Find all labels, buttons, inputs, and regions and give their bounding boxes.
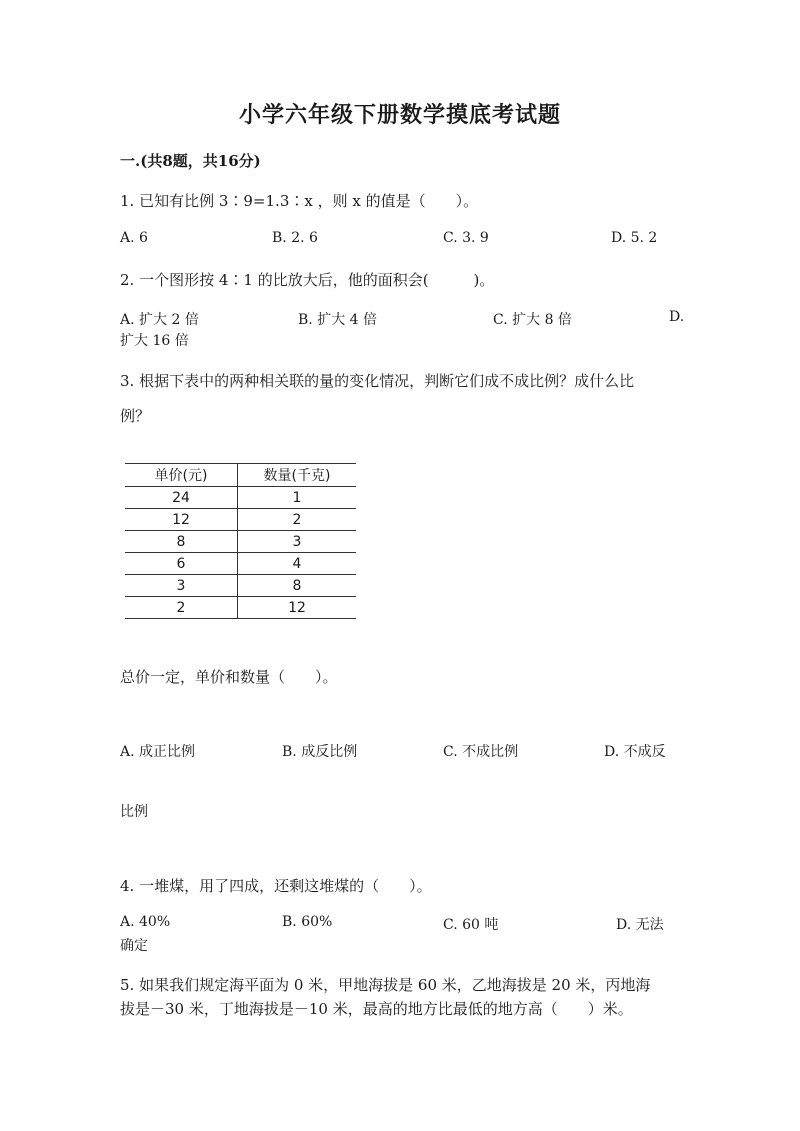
question-2-option-d-continued: 扩大 16 倍: [120, 333, 189, 349]
unit-price-cell: 24: [125, 487, 238, 509]
question-3-option-d: D. 不成反: [604, 744, 666, 760]
section-heading: 一.(共8题，共16分): [120, 152, 261, 170]
unit-price-cell: 3: [125, 575, 238, 597]
unit-price-cell: 8: [125, 531, 238, 553]
question-1-option-b: B. 2. 6: [272, 230, 318, 246]
question-1-option-c: C. 3. 9: [443, 230, 489, 246]
question-3-option-c: C. 不成比例: [443, 744, 519, 760]
quantity-cell: 4: [238, 553, 357, 575]
quantity-cell: 8: [238, 575, 357, 597]
unit-price-cell: 2: [125, 597, 238, 619]
question-4-text: 4. 一堆煤，用了四成，还剩这堆煤的（ ）。: [120, 877, 432, 895]
quantity-cell: 3: [238, 531, 357, 553]
question-2-option-b: B. 扩大 4 倍: [298, 312, 377, 328]
page-title: 小学六年级下册数学摸底考试题: [238, 102, 561, 128]
question-4-option-c: C. 60 吨: [443, 917, 499, 933]
unit-price-cell: 6: [125, 553, 238, 575]
question-4-option-a: A. 40%: [120, 914, 171, 930]
question-4-option-d-continued: 确定: [120, 938, 148, 954]
question-5-text-line2: 拔是－30 米，丁地海拔是－10 米，最高的地方比最低的地方高（ ）米。: [120, 1000, 633, 1018]
column-header-unit-price: 单价(元): [125, 464, 238, 487]
question-4-option-b: B. 60%: [282, 914, 333, 930]
column-header-quantity: 数量(千克): [238, 464, 357, 487]
table-row: [125, 553, 356, 575]
question-2-option-a: A. 扩大 2 倍: [120, 312, 199, 328]
quantity-cell: 2: [238, 509, 357, 531]
question-3-option-a: A. 成正比例: [120, 744, 196, 760]
question-1-text: 1. 已知有比例 3∶9=1.3∶x ，则 x 的值是（ ）。: [120, 192, 479, 210]
table-row: [125, 597, 356, 619]
question-3-option-b: B. 成反比例: [282, 744, 358, 760]
unit-price-cell: 12: [125, 509, 238, 531]
quantity-cell: 12: [238, 597, 357, 619]
question-3-text-line1: 3. 根据下表中的两种相关联的量的变化情况，判断它们成不成比例？成什么比: [120, 372, 635, 390]
question-2-option-c: C. 扩大 8 倍: [493, 312, 572, 328]
question-4-option-d: D. 无法: [616, 917, 664, 933]
question-2-text: 2. 一个图形按 4∶1 的比放大后，他的面积会( )。: [120, 271, 495, 289]
table-row: [125, 575, 356, 597]
table-row: [125, 509, 356, 531]
price-quantity-table: [125, 463, 356, 619]
question-2-option-d: D.: [669, 309, 685, 325]
quantity-cell: 1: [238, 487, 357, 509]
question-1-option-a: A. 6: [120, 230, 148, 246]
table-row: [125, 531, 356, 553]
question-5-text-line1: 5. 如果我们规定海平面为 0 米，甲地海拔是 60 米，乙地海拔是 20 米，丙地海: [120, 976, 651, 994]
question-3-stem: 总价一定，单价和数量（ ）。: [120, 668, 338, 686]
question-1-option-d: D. 5. 2: [611, 230, 658, 246]
question-3-option-d-continued: 比例: [120, 804, 148, 820]
question-3-text-line2: 例？: [120, 407, 151, 425]
table-row: [125, 487, 356, 509]
table-header-row: [125, 464, 356, 487]
